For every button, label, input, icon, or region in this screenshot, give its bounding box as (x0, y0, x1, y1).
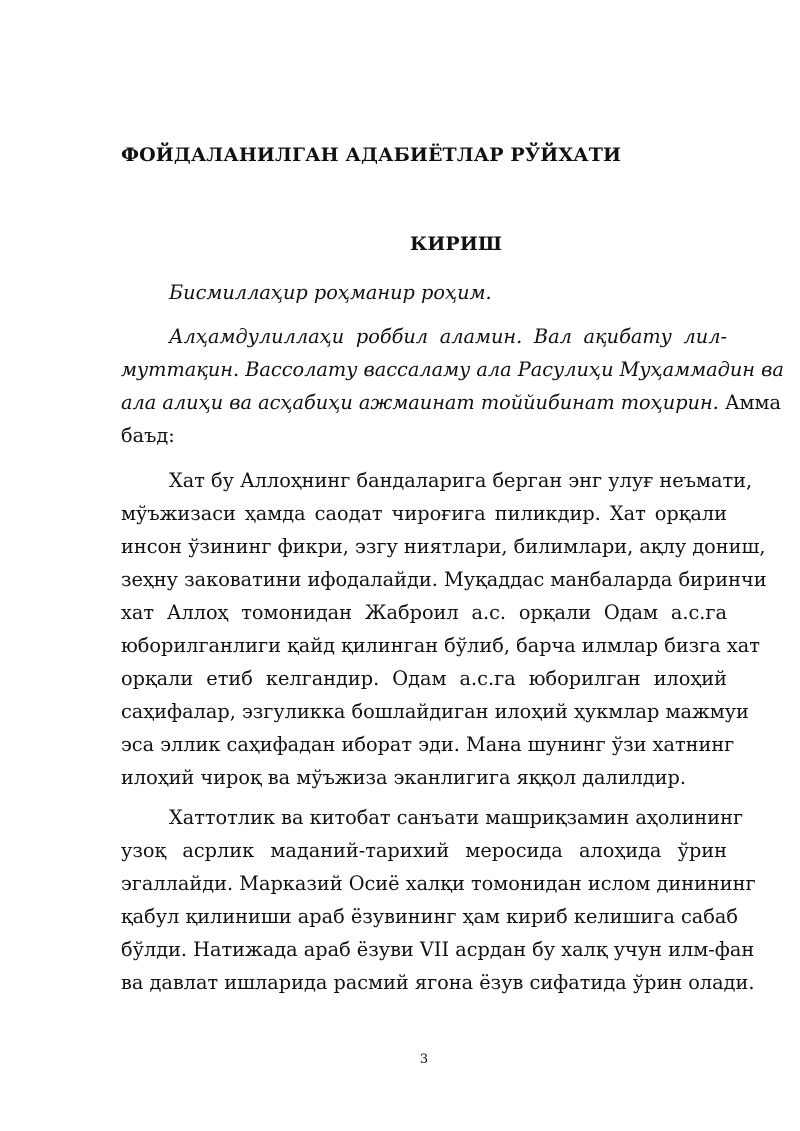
hat-line: саҳифалар, эзгуликка бошлайдиган илоҳий ҳукмлар мажмуи (121, 700, 749, 723)
khattotlik-line: қабул қилиниши араб ёзувининг ҳам кириб келишига сабаб (121, 905, 738, 928)
bismillah-paragraph (121, 276, 727, 309)
khattotlik-line: узоқ асрлик маданий-тарихий меросида алоҳида ўрин (121, 839, 727, 862)
hat-line: юборилганлиги қайд қилинган бўлиб, барча илмлар бизга хат (121, 634, 760, 657)
hat-line: эса эллик саҳифадан иборат эди. Мана шунинг ўзи хатнинг (121, 733, 735, 756)
khattotlik-paragraph (121, 801, 756, 999)
khattotlik-line: эгаллайди. Марказий Осиё халқи томонидан ислом динининг (121, 872, 756, 895)
alhamdu-line (121, 386, 782, 419)
alhamdu-normal-segment: Амма (724, 391, 782, 414)
section-heading: КИРИШ (410, 233, 503, 255)
bismillah-line: Бисмиллаҳир роҳманир роҳим. (169, 281, 492, 304)
khattotlik-line: Хаттотлик ва китобат санъати машриқзамин аҳолининг (169, 806, 744, 829)
alhamdu-line: муттақин. Вассолату вассаламу ала Расулиҳи Муҳаммадин ва (121, 358, 784, 381)
alhamdu-paragraph (121, 320, 784, 452)
hat-line: мўъжизаси ҳамда саодат чироғига пиликдир. Хат орқали (121, 502, 727, 525)
khattotlik-line: ва давлат ишларида расмий ягона ёзув сифатида ўрин олади. (121, 971, 755, 994)
hat-paragraph (121, 464, 767, 794)
alhamdu-line: баъд: (121, 424, 175, 447)
hat-line: Хат бу Аллоҳнинг бандаларига берган энг улуғ неъмати, (169, 469, 753, 492)
toc-heading: ФОЙДАЛАНИЛГАН АДАБИЁТЛАР РЎЙХАТИ (121, 144, 622, 166)
hat-line: зеҳну заковатини ифодалайди. Муқаддас манбаларда биринчи (121, 568, 767, 591)
hat-line: илоҳий чироқ ва мўъжиза эканлигига яққол далилдир. (121, 766, 686, 789)
alhamdu-italic-segment: ала алиҳи ва асҳабиҳи ажмаинат тоййибинат тоҳирин. (121, 391, 719, 414)
hat-line: хат Аллоҳ томонидан Жаброил а.с. орқали Одам а.с.га (121, 601, 727, 624)
alhamdu-line: Алҳамдулиллаҳи роббил аламин. Вал ақибату лил- (169, 325, 727, 348)
hat-line: инсон ўзининг фикри, эзгу ниятлари, билимлари, ақлу дониш, (121, 535, 766, 558)
hat-line: орқали етиб келгандир. Одам а.с.га юборилган илоҳий (121, 667, 727, 690)
page-number: 3 (419, 1052, 429, 1067)
khattotlik-line: бўлди. Натижада араб ёзуви VII асрдан бу халқ учун илм-фан (121, 938, 755, 961)
